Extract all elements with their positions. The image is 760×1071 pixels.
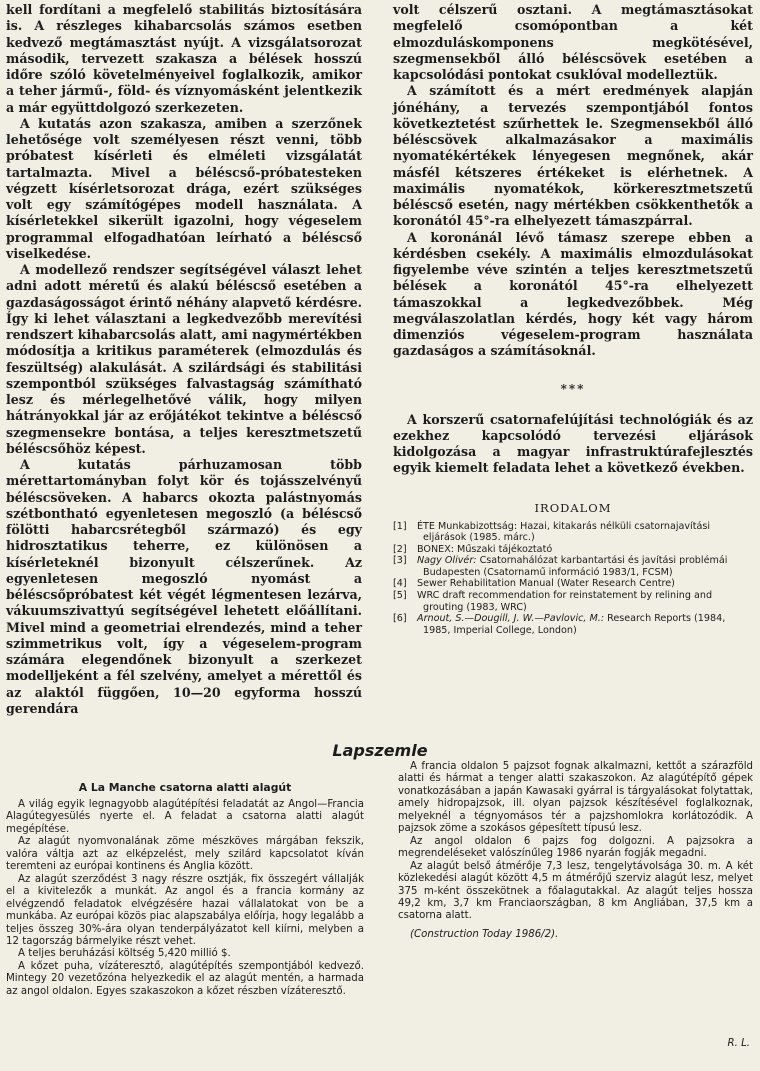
reference-number: [4]: [393, 578, 407, 590]
reference-text: BONEX: Műszaki tájékoztató: [417, 543, 553, 555]
reference-item: [393, 521, 753, 544]
article-right-column: [398, 761, 753, 941]
article-paragraph: Az alagút belső átmérője 7,3 lesz, tengelytávolsága 30. m. A két közlekedési alagút között 4,5 m átmérőjű szerviz alagút lesz, melyet 375 m-ként összekötnek a főalagutakkal. Az alagút teljes hossza 49,2 km, 3,7 km Franciaországban, 8 km Angliában, 37,5 km a csatorna alatt.: [398, 860, 753, 922]
reference-number: [6]: [393, 613, 407, 625]
reference-number: [5]: [393, 590, 407, 602]
article-paragraph: A francia oldalon 5 pajzsot fognak alkalmazni, kettőt a szárazföld alatti és hármat a tenger alatti szakaszokon. Az alagútépítő gépek vonatkozásában a japán Kawasaki gyárral is tárgyalásokat folytattak, amely hidropajzsok, ill. olyan pajzsok készítésével foglalkoznak, melyeknél a tégnyomásos tér a pajzshomlokra korlátozódik. A pajzsok zöme a szokásos gépesített típusú lesz.: [398, 761, 753, 835]
right-paragraph-3: A koronánál lévő támasz szerepe ebben a kérdésben csekély. A maximális elmozdulásokat figyelembe véve szintén a teljes keresztmetszetű bélések a koronától 45°-ra elhelyezett támaszokkal a legkedvezőbbek. Még megválaszolatlan kérdés, hogy két vagy három dimenziós végeselem-program használata gazdaságos a számításoknál.: [393, 229, 753, 359]
article-title: A La Manche csatorna alatti alagút: [78, 781, 292, 794]
left-paragraph-2: A kutatás azon szakasza, amiben a szerzőnek lehetősége volt személyesen részt venni, több próbatest kísérleti és elméleti vizsgálatát tartalmazta. Mivel a béléscső-próbatesteken végzett kísérletsorozat drága, ezért szükséges volt egy számítógépes modell használata. A kísérletekkel sikerült igazolni, hogy végeselem programmal elfogadhatóan leírható a béléscső viselkedése.: [6, 115, 362, 261]
reference-number: [3]: [393, 555, 407, 567]
article-paragraph: Az alagút nyomvonalának zöme mészköves márgában fekszik, valóra váltja azt az elképzelést, mely szilárd kapcsolatot kíván teremteni az európai kontinens és Anglia között.: [6, 836, 364, 873]
reference-list: [393, 521, 753, 637]
bibliography-title: IRODALOM: [534, 500, 612, 515]
author-signature: R. L.: [727, 1038, 750, 1049]
article-paragraph: A világ egyik legnagyobb alagútépítési feladatát az Angol—Francia Alagútegyesülés nyerte el. A feladat a csatorna alatti alagút megépítése.: [6, 799, 364, 835]
reference-number: [2]: [393, 543, 407, 555]
reference-item: [393, 613, 753, 636]
reference-text: Sewer Rehabilitation Manual (Water Research Centre): [417, 578, 675, 590]
closing-paragraph: A korszerű csatornafelújítási technológiák és az ezekhez kapcsolódó tervezési eljárások kidolgozása a magyar infrastruktúrafejlesztés egyik kiemelt feladata lehet a következő években.: [393, 411, 753, 476]
article-paragraph: Az alagút szerződést 3 nagy részre osztják, fix összegért vállalják el a kivitelezők a munkát. Az angol és a francia kormány az elvégzendő feladatok elvégzésére hazai vállalatokat von be a munkába. Az európai közös piac alapszabálya előírja, hogy legalább a teljes összeg 30%-ára olyan tenderpályázatot kell kiírni, melyben a 12 tagország bármelyike részt vehet.: [6, 873, 364, 947]
article-source: (Construction Today 1986/2).: [410, 928, 559, 940]
left-paragraph-1: kell fordítani a megfelelő stabilitás biztosítására is. A részleges kihabarcsolás számos esetben kedvező megtámasztást nyújt. A vizsgálatsorozat második, tervezett szakasza a bélések hosszú időre szóló követelményeivel foglalkozik, amikor a teher jármű-, föld- és víznyomásként jelentkezik a már együttdolgozó szerkezeten.: [6, 2, 362, 115]
reference-number: [1]: [393, 520, 407, 532]
reference-item: [393, 555, 753, 578]
reference-item: [393, 590, 753, 613]
reference-text: ÉTE Munkabizottság: Hazai, kitakarás nélküli csatornajavítási eljárások (1985. márc.): [417, 520, 711, 544]
left-column: [6, 2, 362, 717]
reference-author: Arnout, S.—Dougill, J. W.—Pavlovic, M.:: [417, 613, 605, 625]
left-paragraph-3: A modellező rendszer segítségével választ lehet adni adott méretű és alakú béléscső esetében a gazdaságosságot érintő néhány alapvető kérdésre. Így ki lehet választani a legkedvezőbb merevítési rendszert kihabarcsolás alatt, ami nagymértékben módosítja a kritikus paraméterek (elmozdulás és feszültség) alakulását. A szilárdsági és stabilitási szempontból szükséges falvastagság számítható lesz és mérlegelhetővé válik, hogy milyen hátrányokkal jár az erőjátékot tekintve a béléscső szegmensekre bontása, a teljes keresztmetszetű béléscsőhöz képest.: [6, 262, 362, 456]
reference-text: Research Reports (1984, 1985, Imperial College, London): [423, 613, 726, 636]
right-paragraph-2: A számított és a mért eredmények alapján jónéhány, a tervezés szempontjából fontos következtetést szűrhettek le. Szegmensekből álló béléscsövek alkalmazásakor a maximális nyomatékértékek lényegesen megnőnek, akár másfél kétszeres értékeket is elérhetnek. A maximális nyomatékok, körkeresztmetszetű béléscső esetén, nagy mértékben csökkenthetők a koronától 45°-ra elhelyezett támaszpárral.: [393, 83, 753, 229]
reference-text: Csatornahálózat karbantartási és javítási problémái Budapesten (Csatornamű információ 1983/1, FCSM): [423, 555, 728, 578]
article-paragraph: Az angol oldalon 6 pajzs fog dolgozni. A pajzsokra a megrendeléseket valószínűleg 1986 nyarán fogják megadni.: [398, 835, 753, 860]
reference-item: [393, 544, 753, 556]
article-paragraph: A teljes beruházási költség 5,420 millió $.: [18, 948, 231, 960]
left-paragraph-4: A kutatás párhuzamosan több mérettartományban folyt kör és tojásszelvényű béléscsöveken. A habarcs okozta palástnyomás szétbontható egyenletesen megoszló (a béléscső fölötti habarcsrétegből származó) és egy hidrosztatikus teherre, ez különösen a kísérleteknél bizonyult célszerűnek. Az egyenletesen megoszló nyomást a béléscsőpróbatest két végét légmentesen lezárva, vákuumszivattyú segítségével lehetett előállítani. Mivel mind a geometriai elrendezés, mind a teher szimmetrikus volt, így a végeselem-program számára elegendőnek bizonyult a szerkezet modelljeként a fél szelvény, amelyet a mérettől és az alaktól függően, 10—20 egyforma hosszú gerendára: [6, 457, 362, 716]
section-title: Lapszemle: [332, 741, 428, 760]
reference-author: Nagy Olivér:: [417, 555, 477, 567]
article-left-column: [6, 781, 364, 998]
reference-text: WRC draft recommendation for reinstatement by relining and grouting (1983, WRC): [417, 590, 713, 613]
reference-item: [393, 578, 753, 590]
article-paragraph: A kőzet puha, vízáteresztő, alagútépítés szempontjából kedvező. Mintegy 20 vezetőzóna helyezkedik el az alagút mentén, a harmada az angol oldalon. Egyes szakaszokon a kőzet részben vízáteresztő.: [6, 960, 364, 997]
right-paragraph-1: volt célszerű osztani. A megtámasztásokat megfelelő csomópontban a két elmozduláskomponens megkötésével, szegmensekből álló béléscsövek esetében a kapcsolódási pontokat csuklóval modelleztük.: [393, 2, 753, 82]
right-column: [393, 2, 753, 636]
section-separator: ***: [560, 381, 586, 396]
